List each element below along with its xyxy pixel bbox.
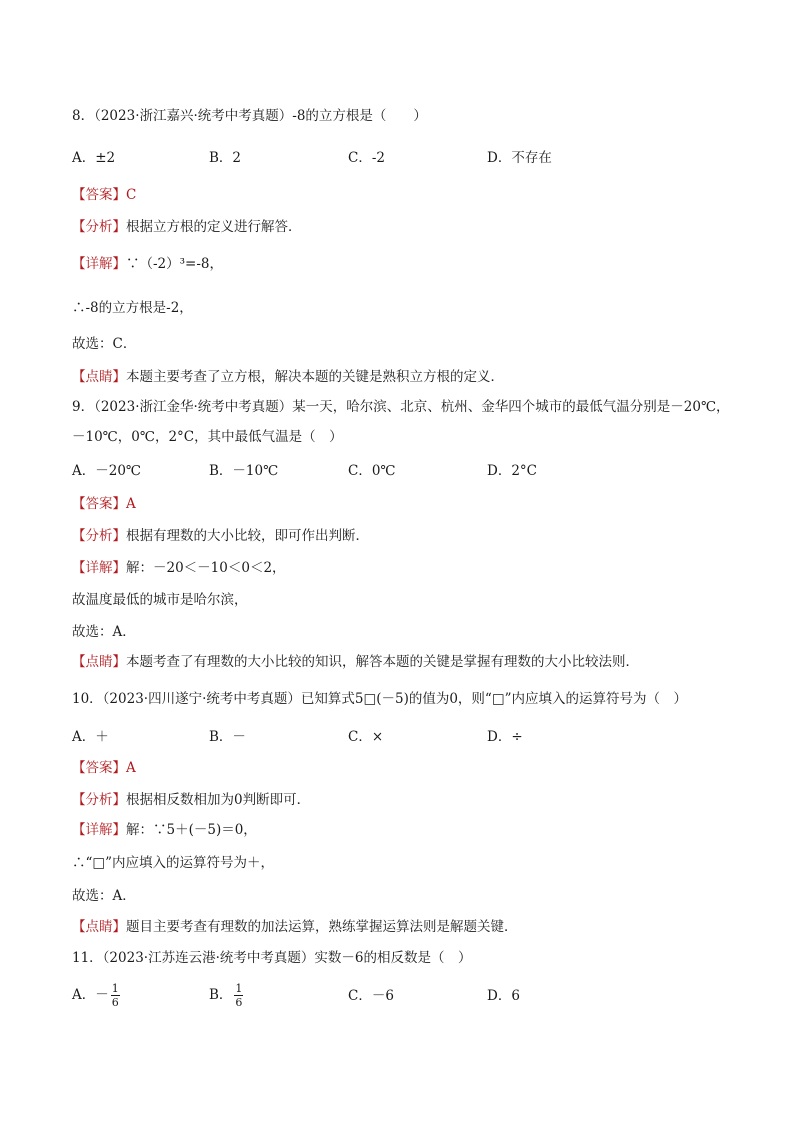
answer-value: A [126, 496, 136, 512]
q8-option-a: A．±2 [72, 150, 116, 166]
q9-answer [72, 494, 136, 514]
q11-option-b [209, 982, 245, 1009]
analysis-tag: 【分析】 [72, 792, 126, 808]
q8-analysis [72, 217, 302, 237]
analysis-tag: 【分析】 [72, 219, 126, 235]
comment-tag: 【点睛】 [72, 369, 126, 385]
q11-option-c: C．－6 [348, 988, 394, 1004]
q8-comment [72, 367, 504, 387]
comment-tag: 【点睛】 [72, 919, 126, 935]
detail-tag: 【详解】 [72, 256, 126, 272]
answer-tag: 【答案】 [72, 760, 126, 776]
q8-answer [72, 185, 136, 205]
answer-tag: 【答案】 [72, 496, 126, 512]
comment-text: 本题主要考查了立方根，解决本题的关键是熟积立方根的定义． [126, 369, 504, 385]
question-11-stem: 11．（2023·江苏连云港·统考中考真题）实数－6的相反数是（ ） [72, 950, 472, 966]
detail-text: 解：∵5＋(－5)＝0， [126, 822, 257, 838]
q10-comment [72, 917, 518, 937]
option-prefix: A．－ [72, 987, 109, 1003]
analysis-tag: 【分析】 [72, 528, 126, 544]
q10-option-a: A．＋ [72, 729, 109, 745]
analysis-text: 根据立方根的定义进行解答． [126, 219, 302, 235]
fraction-numerator: 1 [111, 982, 119, 995]
q8-detail [72, 254, 223, 274]
q10-detail-line-2: 故选：A． [72, 888, 136, 904]
fraction-denominator: 6 [235, 996, 243, 1009]
q10-detail-line-1: ∴“□”内应填入的运算符号为＋， [72, 855, 275, 871]
q10-answer [72, 758, 136, 778]
q10-detail [72, 820, 257, 840]
q9-option-b: B．－10℃ [209, 463, 279, 479]
q8-option-d: D．不存在 [487, 150, 552, 166]
q9-comment [72, 652, 639, 672]
fraction [111, 982, 120, 1009]
option-prefix: B． [209, 987, 233, 1003]
answer-value: C [126, 187, 137, 203]
analysis-text: 根据有理数的大小比较，即可作出判断． [126, 528, 369, 544]
detail-text: 解：－20＜－10＜0＜2， [126, 560, 286, 576]
q10-option-b: B．－ [209, 729, 246, 745]
q10-option-c: C．× [348, 729, 384, 745]
comment-text: 本题考查了有理数的大小比较的知识，解答本题的关键是掌握有理数的大小比较法则． [126, 654, 639, 670]
fraction [234, 982, 243, 1009]
comment-text: 题目主要考查有理数的加法运算，熟练掌握运算法则是解题关键． [126, 919, 518, 935]
detail-tag: 【详解】 [72, 822, 126, 838]
q11-option-a [72, 982, 122, 1009]
question-9-stem-line-2: －10℃，0℃，2°C，其中最低气温是（ ） [72, 429, 343, 445]
answer-tag: 【答案】 [72, 187, 126, 203]
comment-tag: 【点睛】 [72, 654, 126, 670]
q11-option-d: D．6 [487, 988, 520, 1004]
answer-value: A [126, 760, 136, 776]
q9-option-a: A．－20℃ [72, 463, 142, 479]
q9-option-c: C．0℃ [348, 463, 396, 479]
q9-detail-line-2: 故选：A． [72, 624, 136, 640]
q8-option-b: B．2 [209, 150, 242, 166]
q9-detail-line-1: 故温度最低的城市是哈尔滨， [72, 592, 248, 608]
q9-option-d: D．2°C [487, 463, 537, 479]
detail-text: ∵（-2）³=-8， [126, 256, 224, 272]
q9-analysis [72, 526, 369, 546]
q8-detail-line-1: ∴-8的立方根是-2， [72, 300, 193, 316]
q9-detail [72, 558, 286, 578]
analysis-text: 根据相反数相加为0判断即可． [126, 792, 311, 808]
question-9-stem: 9．（2023·浙江金华·统考中考真题）某一天，哈尔滨、北京、杭州、金华四个城市的最低气温分别是－20℃， [72, 399, 730, 415]
q10-analysis [72, 790, 310, 810]
q8-detail-line-2: 故选：C． [72, 336, 137, 352]
question-8-stem: 8．（2023·浙江嘉兴·统考中考真题）-8的立方根是（ ） [72, 108, 427, 124]
fraction-denominator: 6 [111, 996, 119, 1009]
q10-option-d: D．÷ [487, 729, 523, 745]
q8-option-c: C．-2 [348, 150, 385, 166]
fraction-numerator: 1 [235, 982, 243, 995]
question-10-stem: 10．（2023·四川遂宁·统考中考真题）已知算式5□(－5)的值为0，则“□”内应填入的运算符号为（ ） [72, 691, 687, 707]
detail-tag: 【详解】 [72, 560, 126, 576]
